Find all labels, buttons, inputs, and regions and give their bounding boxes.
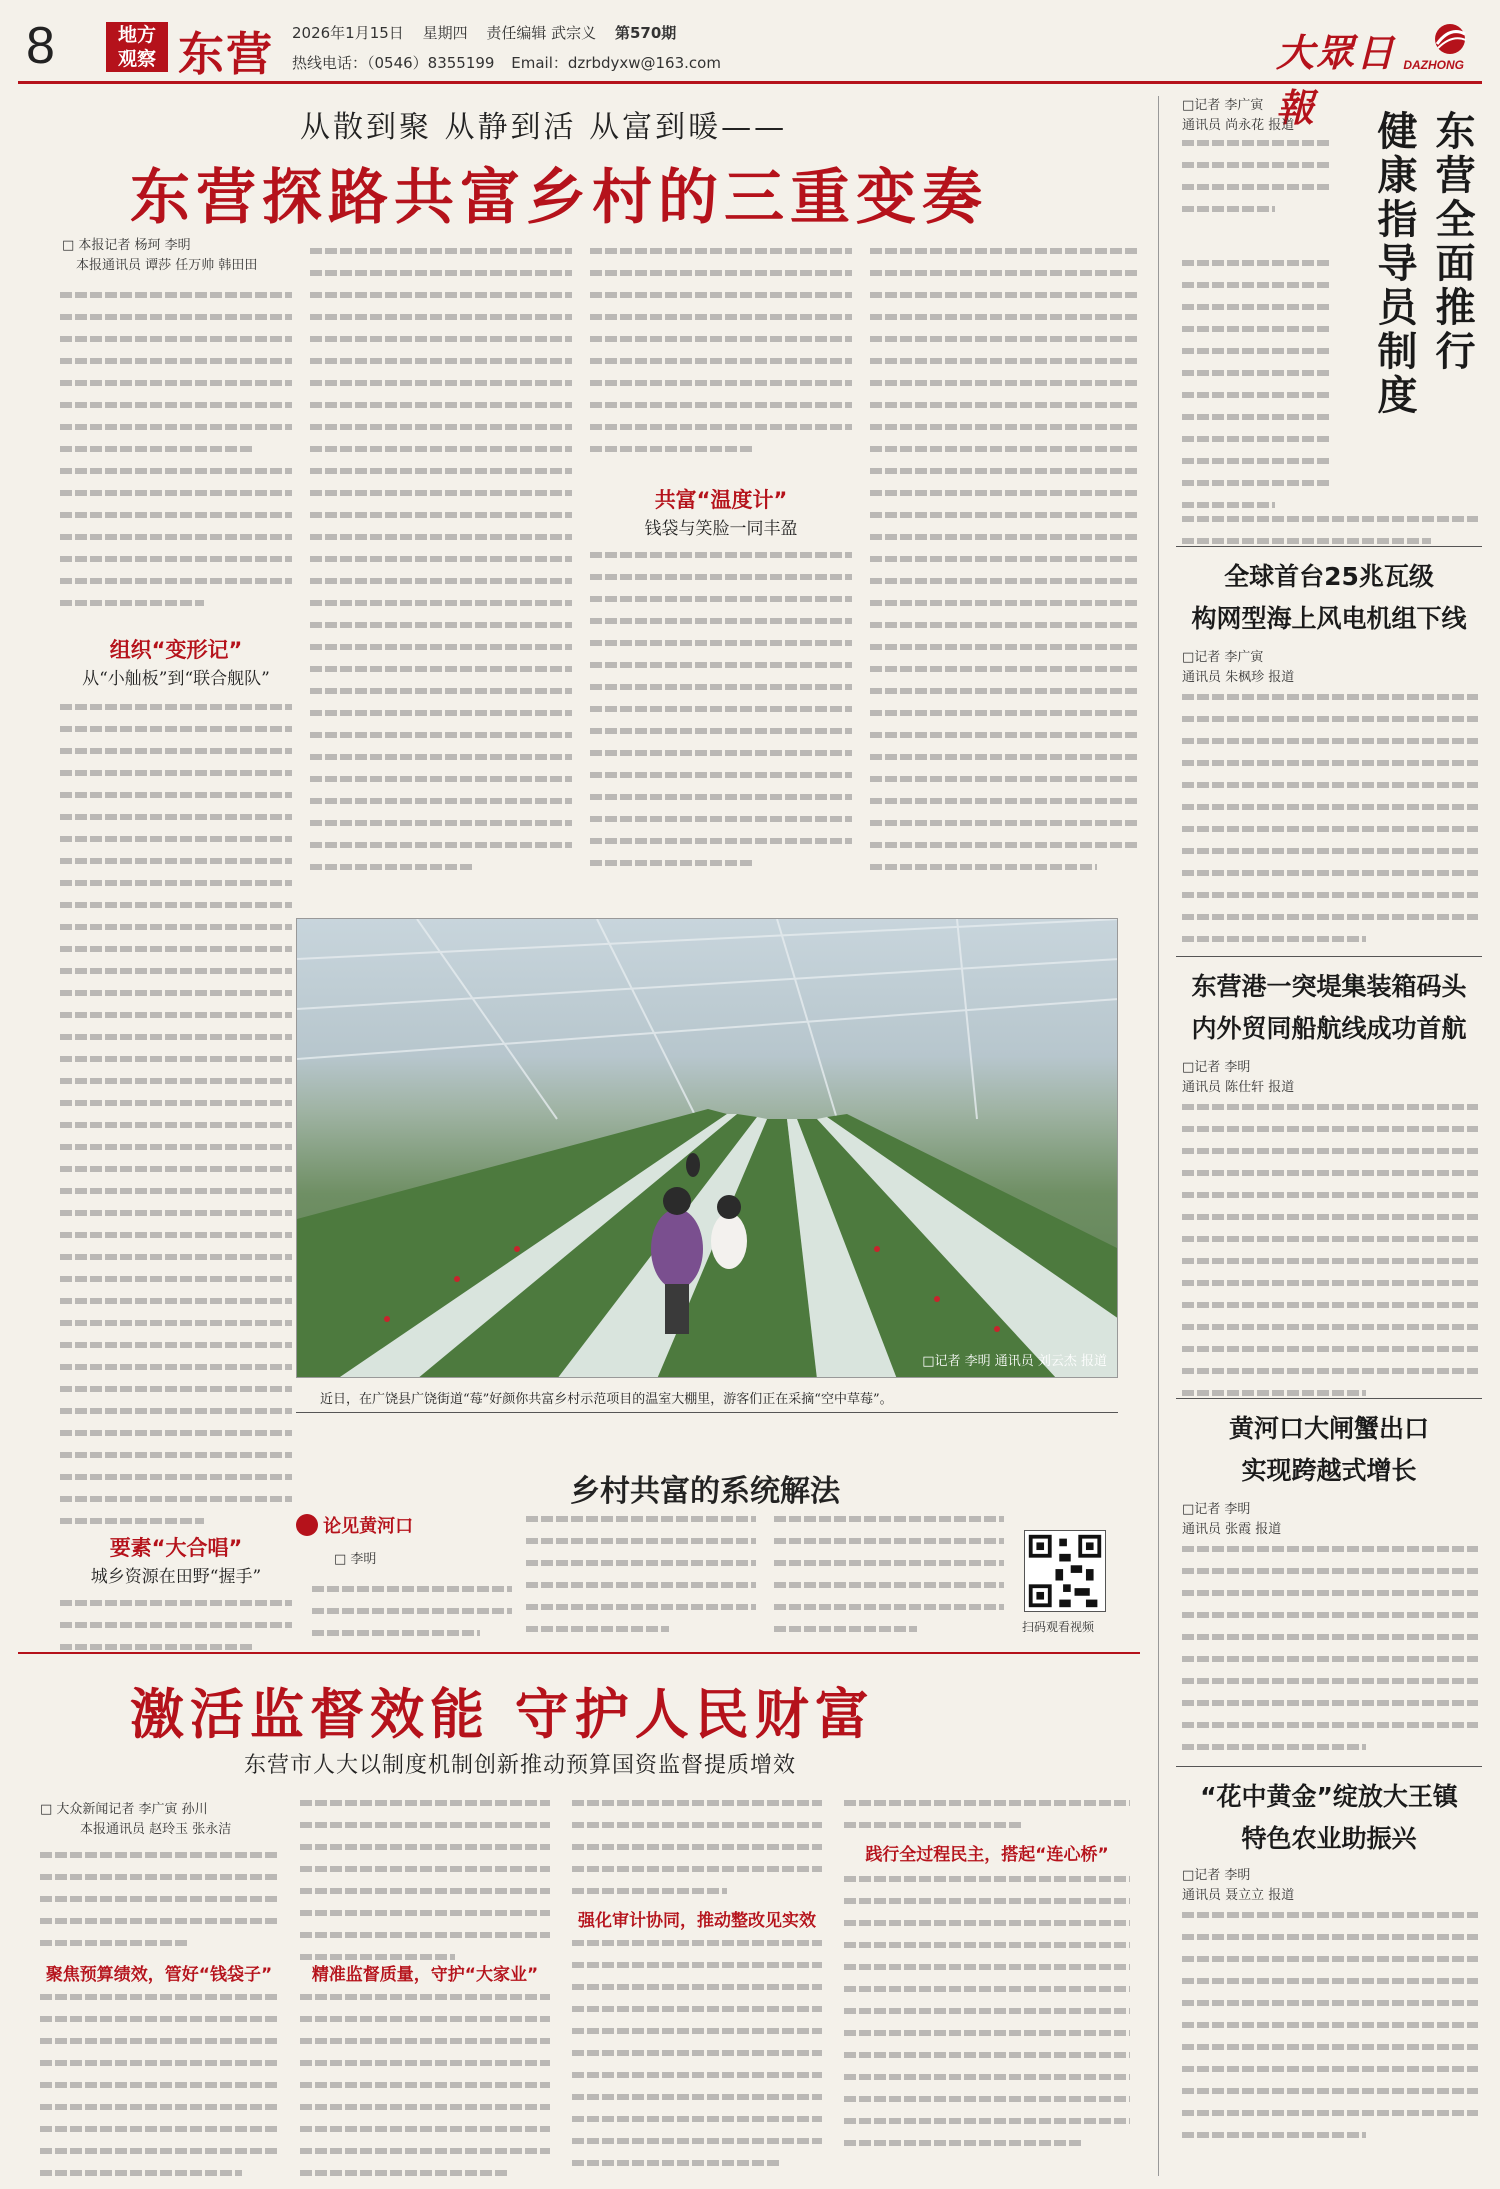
contact-meta — [292, 52, 733, 73]
rc-story-1-byline-reporter: □记者 李广寅 — [1182, 98, 1264, 113]
bottom-byline-correspondents: 本报通讯员 赵玲玉 张永洁 — [80, 1822, 232, 1837]
main-byline-reporters: □ 本报记者 杨珂 李明 — [62, 238, 191, 253]
rc-story-1-text-mid — [1182, 260, 1332, 524]
rc-story-2-headline-line-2: 构网型海上风电机组下线 — [1191, 604, 1467, 633]
rc-story-3-headline — [1176, 966, 1482, 1050]
issue-number: 第570期 — [614, 24, 677, 42]
rc-story-3-byline — [1182, 1058, 1294, 1098]
section-tag-line-1: 地方 — [117, 24, 156, 46]
rc-story-3-headline-line-2: 内外贸同船航线成功首航 — [1191, 1014, 1467, 1043]
commentary-title: 乡村共富的系统解法 — [570, 1474, 840, 1509]
rc-story-1-byline — [1182, 96, 1294, 136]
bottom-subhead: 东营市人大以制度机制创新推动预算国资监督提质增效 — [244, 1753, 797, 1778]
bottom-section-2-title: 精准监督质量，守护“大家业” — [311, 1965, 539, 1985]
rc-story-5-byline — [1182, 1866, 1294, 1906]
rc-story-4-headline — [1176, 1408, 1482, 1492]
bottom-column-4-text-2 — [844, 1876, 1130, 2162]
right-column-divider — [1158, 96, 1159, 2176]
commentary-bullet-icon — [296, 1514, 318, 1536]
rc-story-5-text — [1182, 1912, 1478, 2154]
commentary-rule — [296, 1412, 1118, 1413]
bottom-section-4-title: 践行全过程民主，搭起“连心桥” — [865, 1845, 1109, 1865]
main-section-2-title: 共富“温度计” — [654, 488, 788, 512]
rc-story-5-headline-line-1: “花中黄金”绽放大王镇 — [1200, 1782, 1458, 1811]
rc-story-2-byline-correspondent: 通讯员 朱枫珍 报道 — [1182, 670, 1295, 685]
rc-story-1-headline-b: 健康指导员制度 — [1371, 110, 1417, 418]
issue-date: 2026年1月15日 — [292, 24, 404, 42]
main-kicker: 从散到聚 从静到活 从富到暖—— — [300, 110, 788, 145]
rc-story-2-byline — [1182, 648, 1294, 688]
bottom-story-rule — [18, 1652, 1140, 1654]
main-section-1-subtitle: 从“小舢板”到“联合舰队” — [82, 669, 270, 689]
rc-story-5-byline-correspondent: 通讯员 聂立立 报道 — [1182, 1888, 1295, 1903]
rc-story-1-byline-correspondent: 通讯员 尚永花 报道 — [1182, 118, 1295, 133]
logo-subtitle: DAZHONG — [1403, 58, 1464, 72]
logo-wordmark: 大眾日報 — [1276, 30, 1397, 130]
rc-story-5-headline-line-2: 特色农业助振兴 — [1241, 1824, 1417, 1853]
hotline: 热线电话：（0546）8355199 — [292, 54, 495, 72]
main-column-1-text-bottom — [60, 1600, 292, 1666]
rc-story-4-text — [1182, 1546, 1478, 1766]
rc-story-3-text — [1182, 1104, 1478, 1412]
commentary-column-name: 论见黄河口 — [323, 1516, 414, 1537]
commentary-text-col-2 — [526, 1516, 756, 1648]
rc-story-2-headline-line-1: 全球首台25兆瓦级 — [1224, 562, 1434, 591]
bottom-headline: 激活监督效能 守护人民财富 — [130, 1683, 875, 1746]
commentary-author: □ 李明 — [334, 1552, 377, 1567]
main-column-2-text — [310, 248, 572, 886]
rc-story-3-headline-line-1: 东营港一突堤集装箱码头 — [1191, 972, 1467, 1001]
rc-story-4-byline-reporter: □记者 李明 — [1182, 1502, 1251, 1517]
commentary-text-col-1 — [312, 1586, 512, 1652]
rc-story-2-byline-reporter: □记者 李广寅 — [1182, 650, 1264, 665]
bottom-column-3-text-2 — [572, 1940, 822, 2182]
rc-story-1-text-bottom — [1182, 516, 1478, 560]
rc-story-4-byline — [1182, 1500, 1281, 1540]
bottom-column-1-text — [40, 1852, 280, 1962]
bottom-column-2-text — [300, 1800, 550, 1976]
rc-story-4-headline-line-2: 实现跨越式增长 — [1241, 1456, 1417, 1485]
page-number: 8 — [26, 17, 55, 75]
logo-emblem-icon — [1428, 22, 1472, 56]
bottom-column-2-text-2 — [300, 1994, 550, 2189]
main-headline: 东营探路共富乡村的三重变奏 — [130, 163, 988, 233]
rc-divider-2 — [1176, 956, 1482, 957]
photo-caption: 近日，在广饶县广饶街道“莓”好颜你共富乡村示范项目的温室大棚里，游客们正在采摘“空中草莓”。 — [320, 1392, 893, 1407]
rc-story-5-headline — [1176, 1776, 1482, 1860]
section-tag — [106, 22, 168, 72]
commentary-column-header — [296, 1512, 506, 1546]
rc-story-5-byline-reporter: □记者 李明 — [1182, 1868, 1251, 1883]
rc-story-4-byline-correspondent: 通讯员 张霞 报道 — [1182, 1522, 1282, 1537]
main-byline — [62, 236, 302, 276]
bottom-column-4-text — [844, 1800, 1130, 1844]
rc-story-1-text-top — [1182, 140, 1332, 228]
video-qr-code-icon[interactable] — [1024, 1530, 1106, 1612]
issue-weekday: 星期四 — [422, 24, 468, 42]
rc-divider-4 — [1176, 1766, 1482, 1767]
main-section-3-subtitle: 城乡资源在田野“握手” — [90, 1567, 262, 1587]
rc-story-1-headline-a: 东营全面推行 — [1429, 110, 1475, 374]
rc-story-4-headline-line-1: 黄河口大闸蟹出口 — [1228, 1414, 1429, 1443]
newspaper-logo — [1276, 14, 1476, 130]
bottom-column-3-text — [572, 1800, 822, 1910]
bottom-byline — [40, 1800, 280, 1840]
rc-divider-3 — [1176, 1398, 1482, 1399]
main-column-4-text — [870, 248, 1140, 886]
bottom-section-3-title: 强化审计协同，推动整改见实效 — [578, 1911, 816, 1931]
main-column-1-text-mid — [60, 704, 292, 1540]
commentary-text-col-3 — [774, 1516, 1004, 1648]
main-column-3-text-bottom — [590, 552, 852, 882]
issue-meta — [292, 22, 690, 43]
photo-credit: □记者 李明 通讯员 刘云杰 报道 — [922, 1354, 1107, 1369]
rc-story-2-headline — [1176, 556, 1482, 640]
main-section-2-subtitle: 钱袋与笑脸一同丰盈 — [644, 519, 798, 539]
main-column-3-text-top — [590, 248, 852, 468]
rc-story-3-byline-reporter: □记者 李明 — [1182, 1060, 1251, 1075]
section-tag-line-2: 观察 — [117, 48, 156, 70]
section-name: 东营 — [178, 27, 274, 81]
bottom-byline-reporters: □ 大众新闻记者 李广寅 孙川 — [40, 1802, 208, 1817]
main-section-3-title: 要素“大合唱” — [109, 1536, 243, 1560]
rc-story-3-byline-correspondent: 通讯员 陈仕轩 报道 — [1182, 1080, 1295, 1095]
email: Email：dzrbdyxw@163.com — [511, 54, 721, 72]
qr-label: 扫码观看视频 — [1022, 1620, 1095, 1634]
greenhouse-photo — [296, 918, 1118, 1378]
issue-editor: 责任编辑 武宗义 — [486, 24, 597, 42]
main-byline-correspondents: 本报通讯员 谭莎 任万帅 韩田田 — [76, 258, 258, 273]
bottom-column-1-text-2 — [40, 1994, 280, 2189]
greenhouse-illustration — [297, 919, 1118, 1378]
bottom-section-1-title: 聚焦预算绩效，管好“钱袋子” — [45, 1965, 273, 1985]
rc-story-2-text — [1182, 694, 1478, 958]
rc-divider-1 — [1176, 546, 1482, 547]
main-section-1-title: 组织“变形记” — [109, 638, 243, 662]
main-column-1-text-top — [60, 292, 292, 622]
